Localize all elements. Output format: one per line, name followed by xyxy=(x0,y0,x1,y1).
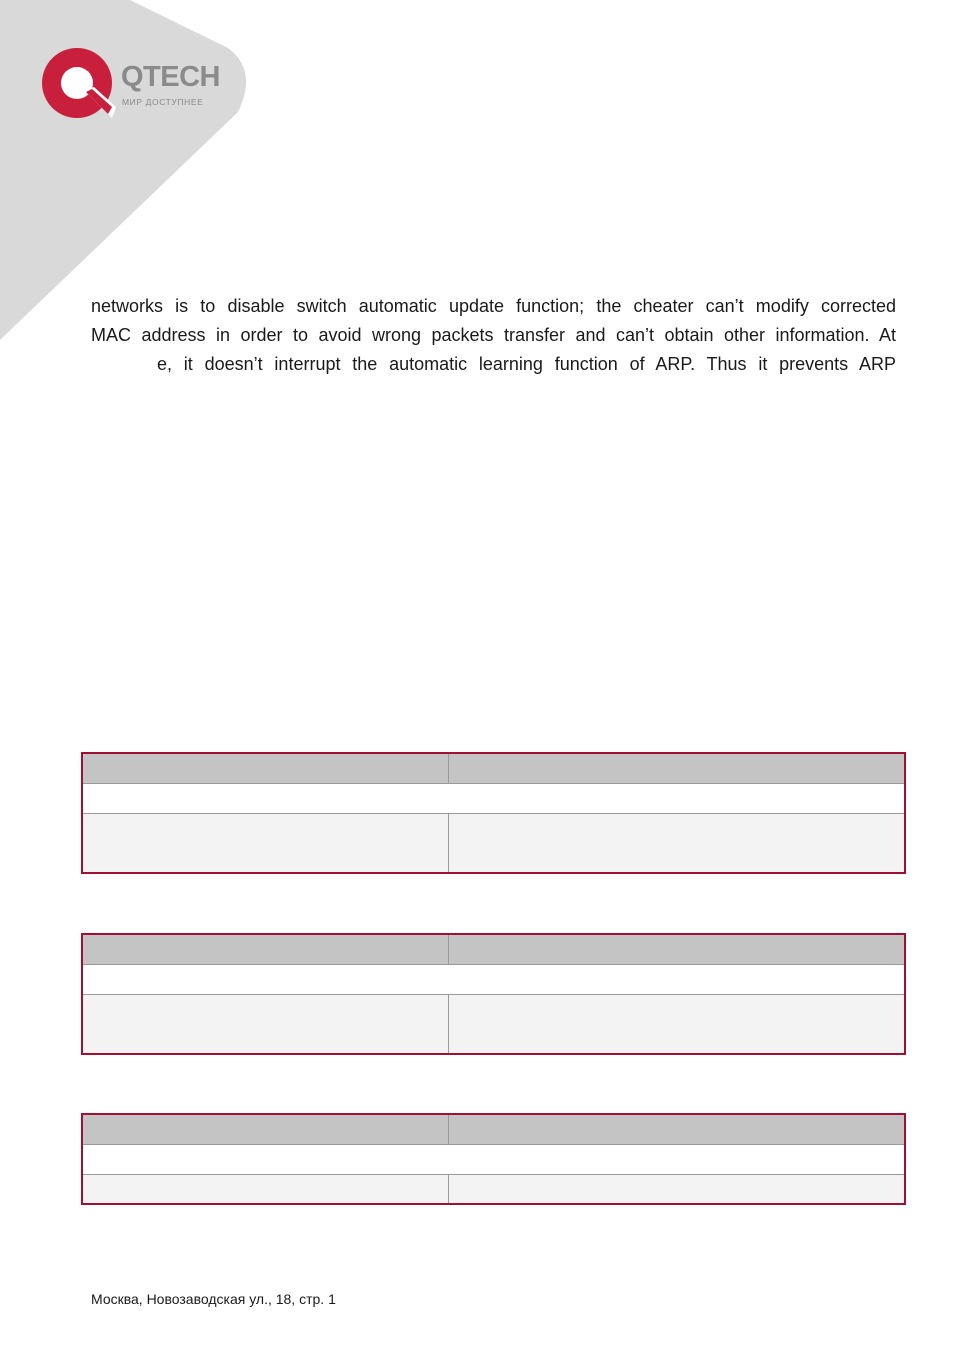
table-cell xyxy=(449,995,906,1054)
body-paragraph xyxy=(91,292,896,379)
table-header-cell xyxy=(82,934,449,965)
body-line: e, it doesn’t interrupt the automatic learning function of ARP. Thus it prevents ARP xyxy=(157,354,896,374)
table-mode-cell xyxy=(82,1145,905,1175)
table-row xyxy=(82,995,905,1054)
table-header-cell xyxy=(82,753,449,784)
body-line: MAC address in order to avoid wrong packets transfer and can’t obtain other information. At xyxy=(91,325,896,345)
logo-tagline: МИР ДОСТУПНЕЕ xyxy=(122,97,204,107)
table-mode-row xyxy=(82,1145,905,1175)
table-cell xyxy=(82,1175,449,1204)
logo-wordmark: QTECH xyxy=(121,61,220,93)
table-header-row xyxy=(82,753,905,784)
table-mode-row xyxy=(82,965,905,995)
table-header-cell xyxy=(449,934,906,965)
table-header-cell xyxy=(449,1114,906,1145)
table-header-cell xyxy=(449,753,906,784)
command-table-3 xyxy=(81,1113,906,1205)
table-cell xyxy=(82,814,449,873)
footer-address: Москва, Новозаводская ул., 18, стр. 1 xyxy=(91,1291,336,1307)
table-mode-row xyxy=(82,784,905,814)
table-mode-cell xyxy=(82,784,905,814)
table-mode-cell xyxy=(82,965,905,995)
table-row xyxy=(82,1175,905,1204)
body-line: networks is to disable switch automatic update function; the cheater can’t modify corrected xyxy=(91,296,896,316)
table-header-row xyxy=(82,1114,905,1145)
command-table-1 xyxy=(81,752,906,874)
table-cell xyxy=(449,814,906,873)
command-table-2 xyxy=(81,933,906,1055)
table-header-row xyxy=(82,934,905,965)
table-cell xyxy=(82,995,449,1054)
table-cell xyxy=(449,1175,906,1204)
table-header-cell xyxy=(82,1114,449,1145)
table-row xyxy=(82,814,905,873)
